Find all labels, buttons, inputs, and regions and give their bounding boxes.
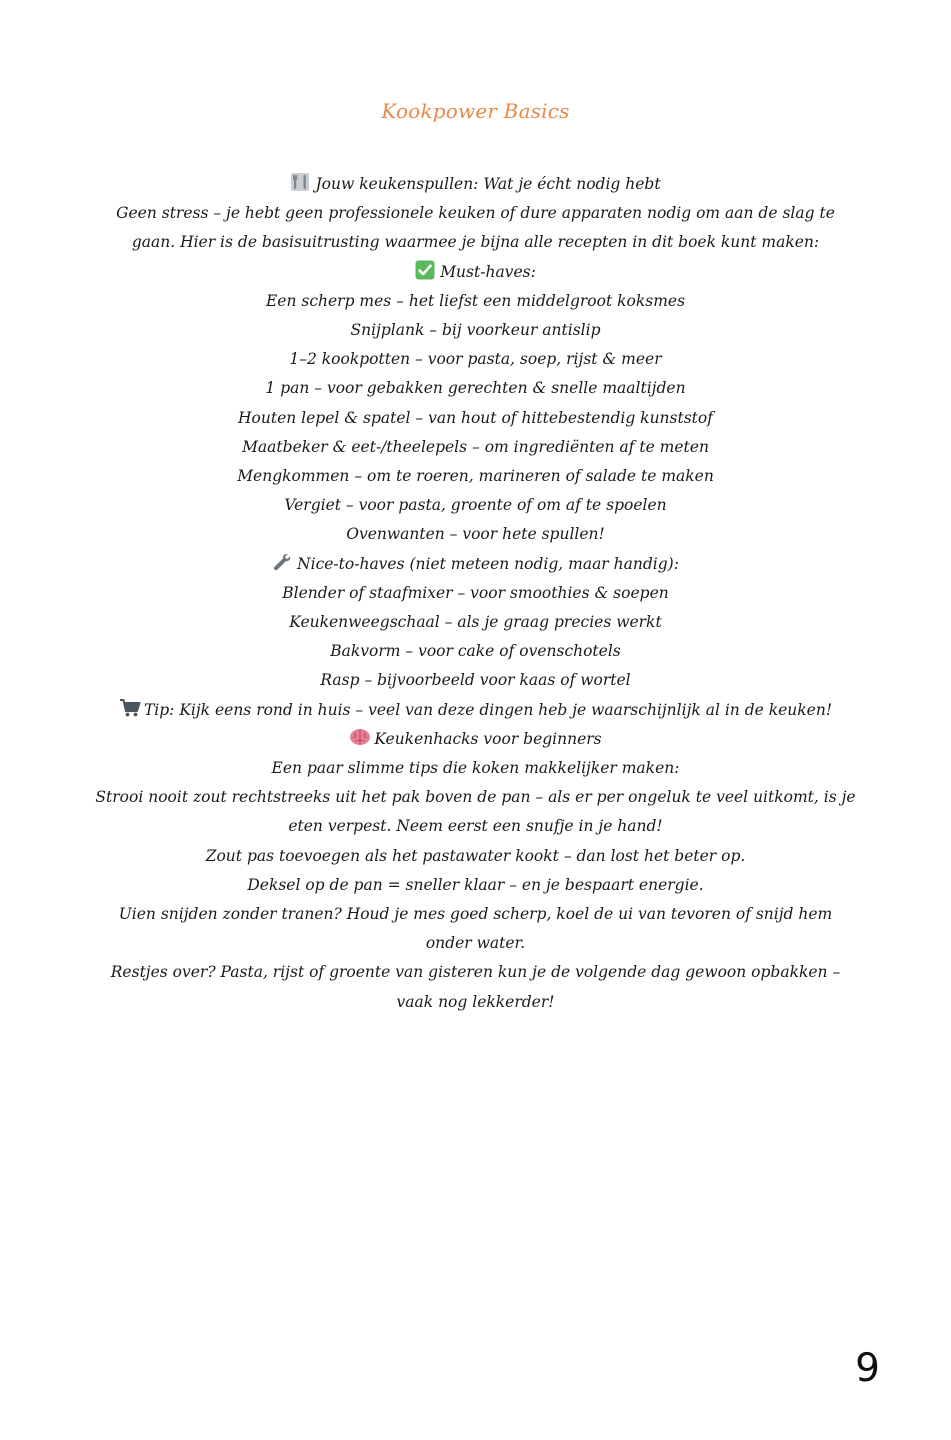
- hacks-heading: Keukenhacks voor beginners: [374, 729, 602, 748]
- list-item: Vergiet – voor pasta, groente of om af te spoelen: [284, 496, 667, 515]
- must-haves-heading-line: [95, 258, 856, 287]
- list-item: Restjes over? Pasta, rijst of groente van gisteren kun je de volgende dag gewoon opbakken – vaak nog lekkerder!: [110, 963, 841, 1011]
- list-item: Strooi nooit zout rechtstreeks uit het pak boven de pan – als er per ongeluk te veel uitkomt, is je eten verpest. Neem eerst een snufje in je hand!: [95, 788, 856, 836]
- check-mark-icon: [415, 260, 435, 280]
- page-title: Kookpower Basics: [381, 99, 570, 123]
- wrench-icon: [272, 552, 292, 572]
- list-item: Deksel op de pan = sneller klaar – en je bespaart energie.: [247, 875, 704, 894]
- list-item: 1 pan – voor gebakken gerechten & snelle maaltijden: [265, 379, 686, 398]
- nice-to-haves-heading-line: [95, 550, 856, 579]
- must-haves-heading: Must-haves:: [440, 262, 536, 281]
- list-item: 1–2 kookpotten – voor pasta, soep, rijst & meer: [289, 350, 662, 369]
- list-item: Mengkommen – om te roeren, marineren of salade te maken: [237, 467, 714, 486]
- equipment-heading-line: [95, 170, 856, 199]
- list-item: Zout pas toevoegen als het pastawater kookt – dan lost het beter op.: [205, 846, 746, 865]
- list-item: Blender of staafmixer – voor smoothies & soepen: [282, 583, 669, 602]
- hacks-heading-line: [95, 725, 856, 754]
- list-item: Rasp – bijvoorbeeld voor kaas of wortel: [320, 671, 631, 690]
- equipment-heading: Jouw keukenspullen: Wat je écht nodig hebt: [315, 175, 661, 193]
- nice-to-haves-heading: Nice-to-haves (niet meteen nodig, maar handig):: [297, 554, 679, 573]
- list-item: Snijplank – bij voorkeur antislip: [350, 321, 601, 340]
- fork-and-knife-icon: [290, 172, 310, 192]
- list-item: Maatbeker & eet-/theelepels – om ingrediënten af te meten: [242, 437, 709, 456]
- equipment-intro: Geen stress – je hebt geen professionele keuken of dure apparaten nodig om aan de slag te gaan. Hier is de basisuitrusting waarmee je bijna alle recepten in dit boek kunt maken:: [116, 204, 835, 252]
- tip-text: Tip: Kijk eens rond in huis – veel van deze dingen heb je waarschijnlijk al in de keuken!: [143, 700, 833, 719]
- list-item: Houten lepel & spatel – van hout of hittebestendig kunststof: [238, 408, 713, 427]
- list-item: Een scherp mes – het liefst een middelgroot koksmes: [265, 291, 686, 310]
- tip-line: [95, 696, 856, 725]
- brain-icon: [349, 727, 369, 747]
- list-item: Keukenweegschaal – als je graag precies werkt: [289, 613, 662, 632]
- hacks-intro: Een paar slimme tips die koken makkelijker maken:: [271, 759, 680, 778]
- list-item: Ovenwanten – voor hete spullen!: [346, 525, 605, 544]
- page-content: [95, 170, 856, 1017]
- page-number: 9: [855, 1346, 880, 1391]
- list-item: Bakvorm – voor cake of ovenschotels: [330, 642, 621, 661]
- shopping-cart-icon: [119, 698, 139, 718]
- list-item: Uien snijden zonder tranen? Houd je mes goed scherp, koel de ui van tevoren of snijd hem onder water.: [118, 905, 833, 953]
